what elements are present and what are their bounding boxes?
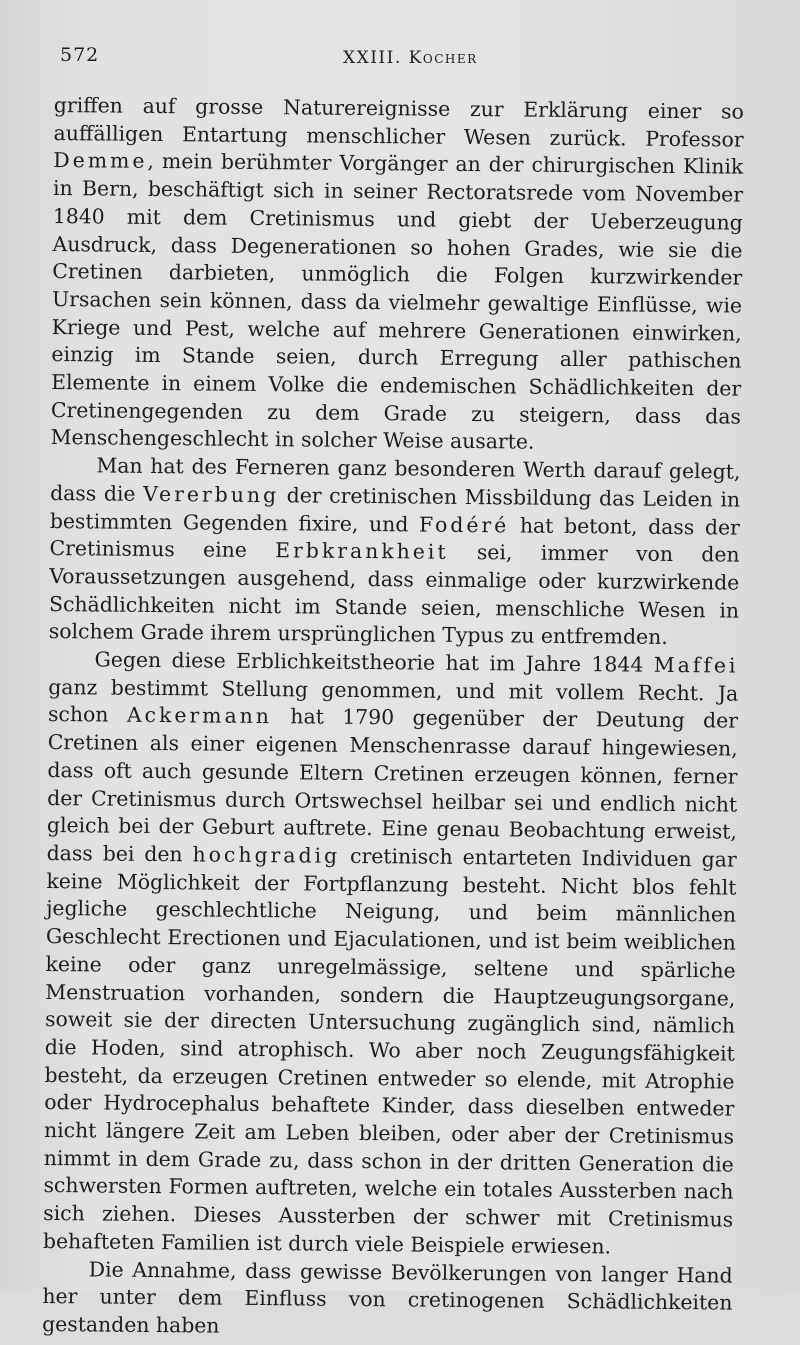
text-run: griffen auf grosse Naturereignisse zur Erklärung einer so auffälligen Entartung menschlicher Wesen zurück. Professor bbox=[53, 92, 744, 152]
emphasized-name: Ackermann bbox=[126, 703, 273, 729]
text-run: Gegen diese Erblichkeitstheorie hat im Jahre 1844 bbox=[94, 647, 654, 677]
body-text bbox=[42, 92, 744, 1345]
page-header bbox=[60, 44, 740, 74]
text-run: cretinisch entarteten Individuen gar keine Möglichkeit der Fortpflanzung besteht. Nicht blos fehlt jegliche geschlechtliche Neigung, und beim männlichen Geschlecht Erectionen und Ejaculationen, und ist beim weiblichen keine oder ganz unregelmässige, seltene und spärliche Menstruation vorhanden, sondern die Hauptzeugungsorgane, soweit sie der directen Untersuchung zugänglich sind, nämlich die Hoden, sind atrophisch. Wo aber noch Zeugungsfähigkeit besteht, da erzeugen Cretinen entweder so elende, mit Atrophie oder Hydrocephalus behaftete Kinder, dass dieselben entweder nicht längere Zeit am Leben bleiben, oder aber der Cretinismus nimmt in dem Grade zu, dass schon in der dritten Generation die schwersten Formen auftreten, welche ein totales Aussterben nach sich ziehen. Dieses Aussterben der schwer mit Cretinismus behafteten Familien ist durch viele Beispiele erwiesen. bbox=[42, 843, 737, 1259]
text-run: Man hat des Ferneren ganz besonderen Werth darauf gelegt, dass die bbox=[50, 453, 741, 506]
emphasized-name: Demme bbox=[53, 148, 148, 174]
emphasized-name: Fodéré bbox=[418, 512, 510, 537]
paragraph bbox=[43, 646, 739, 1262]
text-run: ganz bestimmt Stellung genommen, und mit vollem Recht. Ja schon bbox=[47, 674, 739, 728]
paragraph bbox=[51, 92, 744, 459]
emphasized-name: Maffei bbox=[653, 652, 739, 678]
emphasized-term: hochgradig bbox=[192, 842, 341, 868]
text-run: der cretinischen Missbildung das Leiden in bestimmten Gegenden fixire, und bbox=[49, 483, 741, 537]
emphasized-term: Erbkrankheit bbox=[275, 538, 449, 565]
emphasized-term: Vererbung bbox=[143, 481, 280, 508]
text-run: hat betont, dass der Cretinismus eine bbox=[49, 512, 740, 563]
page-number: 572 bbox=[60, 44, 100, 66]
paragraph bbox=[42, 1255, 733, 1345]
text-run: Die Annahme, dass gewisse Bevölkerungen von langer Hand her unter dem Einfluss von cretinogenen Schädlichkeiten gestanden haben bbox=[42, 1256, 733, 1338]
text-run: , mein berühmter Vorgänger an der chirurgischen Klinik in Bern, beschäftigt sich in seiner Rectoratsrede vom November 1840 mit dem Cretinismus und giebt der Ueberzeugung Ausdruck, dass Degenerationen so hohen Grades, wie sie die Cretinen darbieten, unmöglich die Folgen kurzwirkender Ursachen sein können, dass da vielmehr gewaltige Einflüsse, wie Kriege und Pest, welche auf mehrere Generationen einwirken, einzig im Stande seien, durch Erregung aller pathischen Elemente in einem Volke die endemischen Schädlichkeiten der Cretinengegenden zu dem Grade zu steigern, dass das Menschengeschlecht in solcher Weise ausarte. bbox=[50, 149, 744, 455]
text-run: hat 1790 gegenüber der Deutung der Cretinen als einer eigenen Menschenrasse darauf hingewiesen, dass oft auch gesunde Eltern Cretinen erzeugen können, ferner der Cretinismus durch Ortswechsel heilbar sei und endlich nicht gleich bei der Geburt auftrete. Eine genau Beobachtung erweist, dass bei den bbox=[46, 704, 739, 867]
text-run: sei, immer von den Voraussetzungen ausgehend, dass einmalige oder kurzwirkende Schädlichkeiten nicht im Stande seien, menschliche Wesen in solchem Grade ihrem ursprünglichen Typus zu entfremden. bbox=[48, 540, 740, 650]
paragraph bbox=[49, 452, 741, 653]
running-head: XXIII. Kocher bbox=[343, 48, 478, 68]
